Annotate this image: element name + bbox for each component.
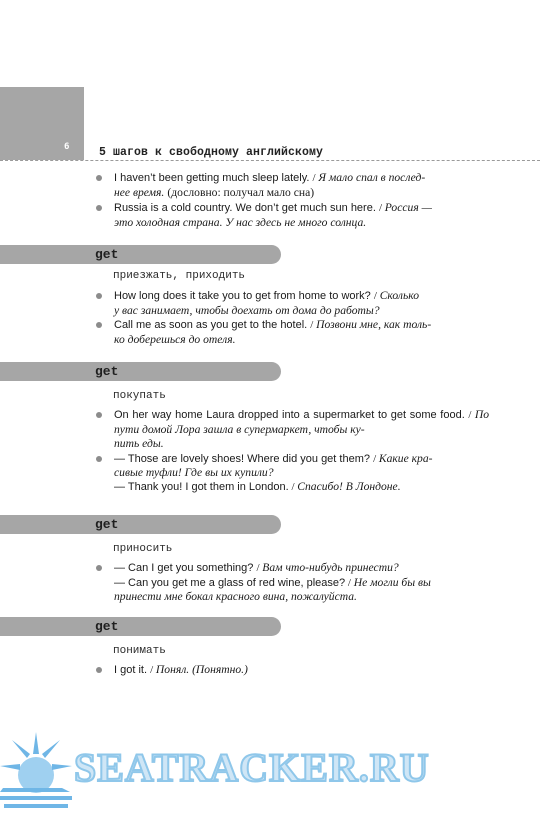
literal-note: (дословно: получал мало сна): [167, 185, 315, 199]
russian-reply: Не могли бы вы: [353, 575, 431, 589]
example-list: [85, 289, 489, 347]
example-list: [85, 561, 489, 605]
bullet-icon: [96, 667, 102, 673]
word-heading: get: [95, 619, 119, 634]
english-reply: — Thank you! I got them in London.: [114, 480, 289, 493]
russian-translation: Сколько: [379, 289, 420, 302]
meaning-label: понимать: [113, 645, 166, 657]
bullet-icon: [96, 205, 102, 211]
word-heading: get: [95, 247, 119, 262]
meaning-label: покупать: [113, 390, 166, 402]
bullet-icon: [96, 456, 102, 462]
russian-translation: Я мало спал в послед-: [318, 171, 426, 184]
english-sentence: — Can I get you something?: [114, 562, 254, 574]
list-item: — Can I get you something? / Вам что-нибудь принести? — Can you get me a glass of red wine, please? / Не могли бы вы принести мне бокал красного вина, пожалуйста.: [85, 561, 489, 604]
word-heading-bar: [0, 515, 281, 534]
word-heading-bar: [0, 362, 281, 381]
list-item: Russia is a cold country. We don’t get much sun here. / Россия — это холодная страна. У нас здесь не много солнца.: [85, 201, 489, 229]
russian-translation: Вам что-нибудь принести?: [262, 561, 399, 574]
english-sentence: How long does it take you to get from home to work?: [114, 290, 371, 302]
english-sentence: Call me as soon as you get to the hotel.: [114, 319, 308, 331]
header-divider: [0, 160, 540, 161]
watermark-text: SEATRACKER.RU: [74, 745, 430, 790]
russian-translation-cont: сивые туфли! Где вы их купили?: [114, 466, 274, 479]
bullet-icon: [96, 322, 102, 328]
meaning-label: приносить: [113, 543, 173, 555]
russian-translation: Какие кра-: [378, 451, 433, 465]
word-heading: get: [95, 364, 119, 379]
list-item: How long does it take you to get from home to work? / Сколько у вас занимает, чтобы доехать от дома до работы?: [85, 289, 489, 317]
page-number: 6: [64, 142, 70, 152]
running-title: 5 шагов к свободному английскому: [99, 146, 324, 159]
russian-translation-cont: нее время.: [114, 185, 165, 199]
list-item: Call me as soon as you get to the hotel. / Позвони мне, как толь- ко доберешься до отеля.: [85, 318, 489, 346]
list-item: I got it. / Понял. (Понятно.): [85, 663, 489, 678]
word-heading-bar: [0, 617, 281, 636]
russian-translation: По пути домой Лора зашла в супермаркет, чтобы ку-: [114, 408, 489, 436]
word-heading: get: [95, 517, 119, 532]
english-sentence: I haven’t been getting much sleep lately.: [114, 172, 310, 184]
bullet-icon: [96, 565, 102, 571]
english-sentence: I got it.: [114, 664, 148, 676]
meaning-label: приезжать, приходить: [113, 270, 246, 282]
word-heading-bar: [0, 245, 281, 264]
page-number-tab: [0, 87, 84, 160]
russian-reply-cont: принести мне бокал красного вина, пожалуйста.: [114, 590, 357, 603]
english-sentence: On her way home Laura dropped into a supermarket to get some: [114, 409, 437, 421]
list-item: — Those are lovely shoes! Where did you get them? / Какие кра- сивые туфли! Где вы их купили? — Thank you! I got them in London. / Спасибо! В Лондоне.: [85, 452, 489, 495]
russian-translation: Россия —: [384, 201, 432, 214]
intro-bullet-list: [85, 171, 489, 230]
english-sentence: — Those are lovely shoes! Where did you get them?: [114, 452, 370, 465]
bullet-icon: [96, 412, 102, 418]
russian-translation-cont: ко доберешься до отеля.: [114, 332, 236, 346]
english-sentence: Russia is a cold country. We don’t get much sun here.: [114, 202, 376, 214]
russian-translation-cont: это холодная страна. У нас здесь не много солнца.: [114, 215, 367, 229]
russian-reply: Спасибо! В Лондоне.: [297, 479, 401, 493]
list-item: On her way home Laura dropped into a supermarket to get some food. / По пути домой Лора зашла в супермаркет, чтобы ку- пить еды.: [85, 408, 489, 451]
russian-translation-cont: у вас занимает, чтобы доехать от дома до работы?: [114, 303, 380, 317]
bullet-icon: [96, 293, 102, 299]
example-list: [85, 663, 489, 679]
russian-translation: Позвони мне, как толь-: [316, 318, 432, 331]
list-item: I haven’t been getting much sleep lately. / Я мало спал в послед- нее время. (дословно: получал мало сна): [85, 171, 489, 200]
example-list: [85, 408, 489, 495]
bullet-icon: [96, 175, 102, 181]
english-reply: — Can you get me a glass of red wine, please?: [114, 576, 346, 589]
russian-translation: Понял. (Понятно.): [155, 663, 248, 676]
russian-translation-cont: пить еды.: [114, 437, 164, 450]
english-sentence-cont: food.: [440, 409, 465, 421]
